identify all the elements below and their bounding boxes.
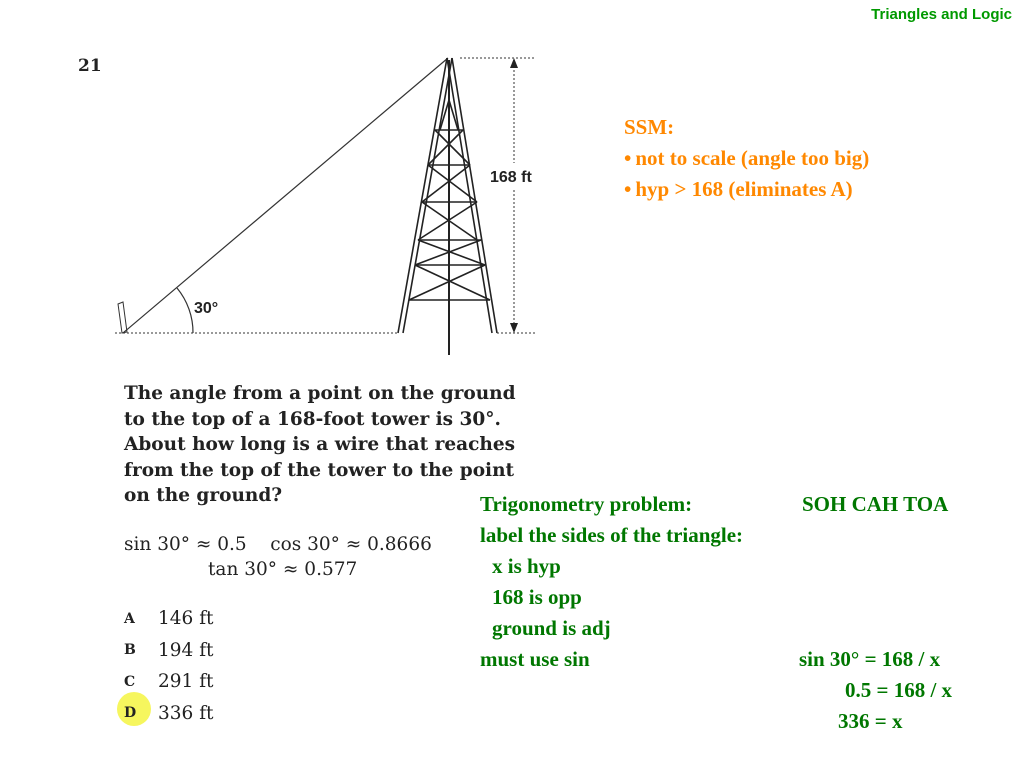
slide-title: Triangles and Logic bbox=[871, 6, 1012, 23]
work-line-label-sides: label the sides of the triangle: bbox=[480, 523, 744, 547]
choice-d[interactable] bbox=[124, 698, 213, 730]
question-line: from the top of the tower to the point bbox=[124, 459, 515, 481]
answer-choices bbox=[124, 603, 213, 729]
given-sin-cos: sin 30° ≈ 0.5 cos 30° ≈ 0.8666 bbox=[124, 534, 432, 555]
ssm-bullet bbox=[624, 143, 869, 174]
given-tan: tan 30° ≈ 0.577 bbox=[208, 559, 358, 580]
arrow-down-icon bbox=[510, 323, 518, 333]
work-equation-3: 336 = x bbox=[838, 709, 903, 733]
question-line: The angle from a point on the ground bbox=[124, 383, 516, 404]
work-line-adj: ground is adj bbox=[492, 616, 611, 640]
tower bbox=[398, 58, 497, 355]
anchor-post bbox=[118, 302, 127, 333]
wire-line bbox=[123, 58, 448, 333]
question-line: to the top of a 168-foot tower is 30°. bbox=[124, 408, 501, 430]
ssm-title: SSM: bbox=[624, 115, 675, 139]
work-line-use-sin: must use sin bbox=[480, 647, 590, 671]
ssm-notes bbox=[624, 112, 869, 205]
work-equation-1: sin 30° = 168 / x bbox=[799, 647, 941, 671]
question-line: on the ground? bbox=[124, 485, 283, 506]
tower-diagram bbox=[0, 0, 1024, 370]
work-equation-2: 0.5 = 168 / x bbox=[845, 678, 953, 702]
work-line-opp: 168 is opp bbox=[492, 585, 582, 609]
choice-letter: D bbox=[124, 705, 137, 722]
choice-value: 146 ft bbox=[158, 608, 214, 630]
ssm-bullet-text: not to scale (angle too big) bbox=[635, 146, 870, 170]
height-label: 168 ft bbox=[490, 169, 532, 186]
work-line-problem-type: Trigonometry problem: bbox=[480, 492, 693, 516]
work-mnemonic: SOH CAH TOA bbox=[802, 492, 949, 516]
choice-letter: A bbox=[124, 610, 135, 627]
choice-value: 194 ft bbox=[158, 639, 214, 661]
angle-arc bbox=[177, 288, 193, 333]
arrow-up-icon bbox=[510, 58, 518, 68]
choice-letter: B bbox=[124, 642, 136, 659]
question-number: 21 bbox=[78, 56, 102, 76]
ssm-bullet-text: hyp > 168 (eliminates A) bbox=[635, 177, 853, 201]
question-line: About how long is a wire that reaches bbox=[124, 434, 516, 455]
given-values bbox=[124, 532, 432, 582]
angle-label: 30° bbox=[194, 300, 219, 317]
choice-b[interactable] bbox=[124, 635, 213, 667]
solution-work bbox=[480, 492, 1010, 742]
choice-value: 291 ft bbox=[158, 671, 214, 693]
choice-letter: C bbox=[124, 673, 136, 690]
choice-a[interactable] bbox=[124, 603, 213, 635]
ssm-bullet bbox=[624, 174, 869, 205]
question-text bbox=[124, 381, 564, 509]
work-line-hyp: x is hyp bbox=[492, 554, 561, 578]
choice-value: 336 ft bbox=[158, 702, 214, 724]
choice-c[interactable] bbox=[124, 666, 213, 698]
